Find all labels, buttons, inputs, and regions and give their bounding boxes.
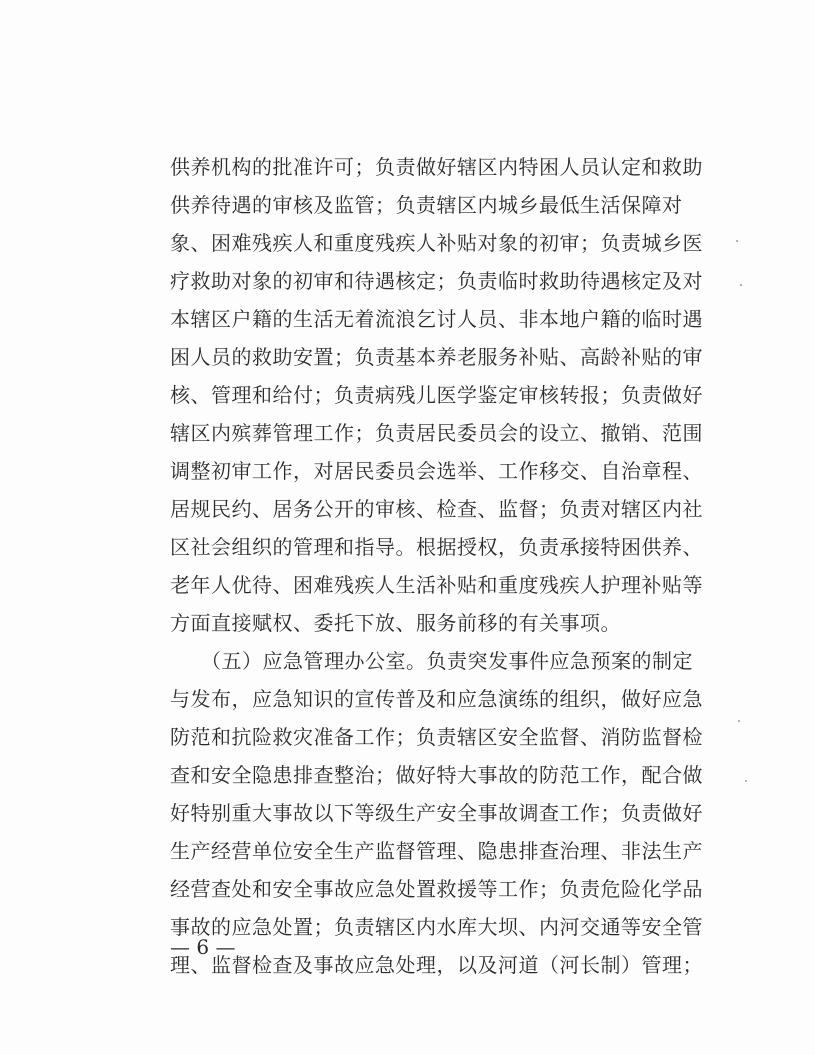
text-line-20: 经营查处和安全事故应急处置救援等工作；负责危险化学品 bbox=[170, 877, 703, 901]
text-line-17: 查和安全隐患排查整治；做好特大事故的防范工作，配合做 bbox=[170, 763, 703, 787]
text-line-21: 事故的应急处置；负责辖区内水库大坝、内河交通等安全管 bbox=[170, 915, 703, 939]
text-line-3: 象、困难残疾人和重度残疾人补贴对象的初审；负责城乡医 bbox=[170, 231, 703, 255]
text-line-22: 理、监督检查及事故应急处理，以及河道（河长制）管理； bbox=[170, 953, 703, 977]
text-line-1: 供养机构的批准许可；负责做好辖区内特困人员认定和救助 bbox=[170, 155, 703, 179]
text-line-7: 核、管理和给付；负责病残儿医学鉴定审核转报；负责做好 bbox=[170, 383, 703, 407]
scan-speck bbox=[745, 780, 747, 782]
text-line-12: 老年人优待、困难残疾人生活补贴和重度残疾人护理补贴等 bbox=[170, 573, 703, 597]
text-line-5: 本辖区户籍的生活无着流浪乞讨人员、非本地户籍的临时遇 bbox=[170, 307, 703, 331]
section-heading-line: （五）应急管理办公室。负责突发事件应急预案的制定 bbox=[170, 649, 693, 673]
text-line-18: 好特别重大事故以下等级生产安全事故调查工作；负责做好 bbox=[170, 801, 703, 825]
text-line-15: 与发布，应急知识的宣传普及和应急演练的组织，做好应急 bbox=[170, 687, 703, 711]
body-text bbox=[170, 148, 703, 984]
page-number: — 6 — bbox=[170, 935, 236, 959]
text-line-2: 供养待遇的审核及监管；负责辖区内城乡最低生活保障对 bbox=[170, 193, 683, 217]
text-line-4: 疗救助对象的初审和待遇核定；负责临时救助待遇核定及对 bbox=[170, 269, 703, 293]
text-line-9: 调整初审工作，对居民委员会选举、工作移交、自治章程、 bbox=[170, 459, 703, 483]
text-line-11: 区社会组织的管理和指导。根据授权，负责承接特困供养、 bbox=[170, 535, 703, 559]
scan-speck bbox=[740, 284, 742, 286]
text-line-8: 辖区内殡葬管理工作；负责居民委员会的设立、撤销、范围 bbox=[170, 421, 703, 445]
scan-speck bbox=[736, 240, 738, 242]
text-line-13: 方面直接赋权、委托下放、服务前移的有关事项。 bbox=[170, 611, 621, 635]
text-line-16: 防范和抗险救灾准备工作；负责辖区安全监督、消防监督检 bbox=[170, 725, 703, 749]
text-line-10: 居规民约、居务公开的审核、检查、监督；负责对辖区内社 bbox=[170, 497, 703, 521]
text-line-19: 生产经营单位安全生产监督管理、隐患排查治理、非法生产 bbox=[170, 839, 703, 863]
text-line-6: 困人员的救助安置；负责基本养老服务补贴、高龄补贴的审 bbox=[170, 345, 703, 369]
scan-speck bbox=[738, 720, 740, 722]
